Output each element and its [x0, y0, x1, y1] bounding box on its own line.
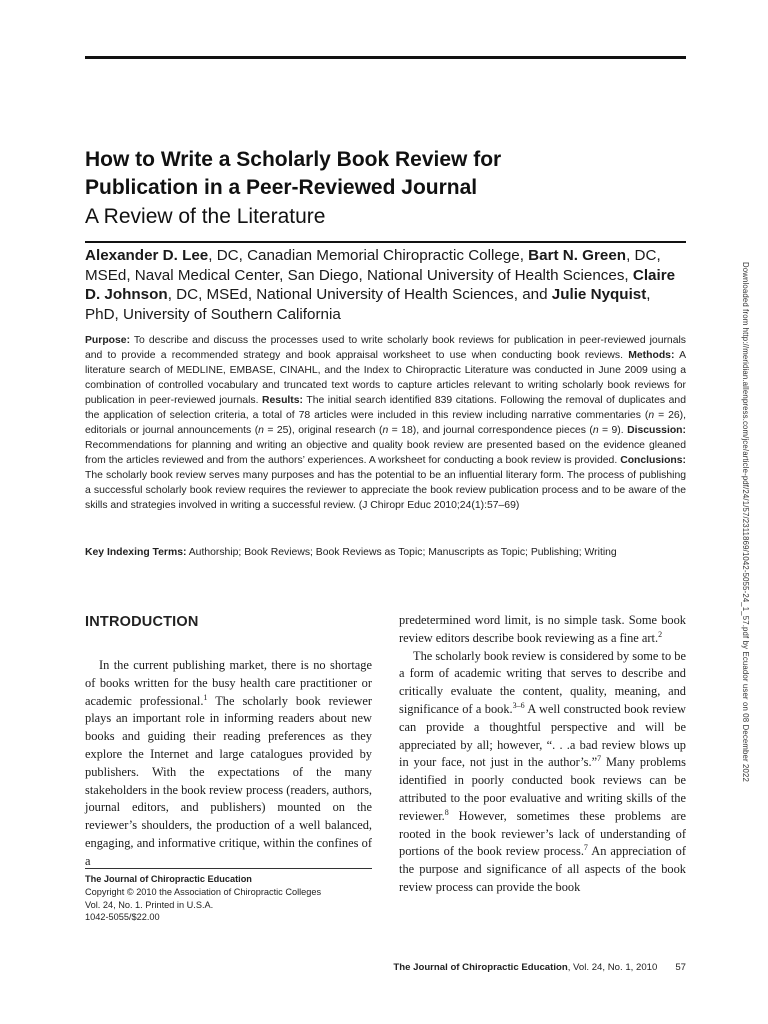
intro-paragraph-1-part-2 [399, 612, 686, 648]
results-text: = 26), editorials or journal announcements ( [85, 410, 686, 436]
author-affiliation: , DC, MSEd, National University of Health Sciences, and [167, 286, 552, 303]
introduction-heading: INTRODUCTION [85, 614, 199, 630]
intro-text: An appreciation of the purpose and significance of all aspects of the book review process can provide the book [399, 844, 686, 894]
results-text: The initial search identified 839 citations. Following the removal of duplicates and the application of selection criteria, a total of 78 articles were included in this review including narrative commentaries ( [85, 395, 686, 421]
n-symbol: n [592, 425, 599, 436]
citation: 3–6 [512, 700, 525, 710]
intro-text: A well constructed book review can provide a thoughtful perspective and will be appreciated by all; however, “. . .a bad review blows up in your face, not just in the author’s.” [399, 701, 686, 770]
issn-line: 1042-5055/$22.00 [85, 912, 160, 923]
article-title-block [85, 146, 686, 232]
page-footer [380, 961, 686, 975]
n-symbol: n [258, 425, 264, 436]
author-name: Claire D. Johnson [85, 266, 676, 303]
citation: 2 [658, 629, 663, 639]
n-symbol: n [382, 425, 389, 436]
author-list [85, 246, 686, 324]
methods-label: Methods: [628, 350, 675, 361]
results-text: = 9). [598, 425, 628, 436]
citation: 1 [203, 692, 208, 702]
copyright-line: Copyright © 2010 the Association of Chiropractic Colleges [85, 886, 322, 897]
intro-text: Many problems identified in poorly conducted book reviews can be attributed to the poor evaluative and writing skills of the reviewer. [399, 755, 686, 823]
top-rule [85, 56, 686, 59]
author-affiliation: , DC, MSEd, Naval Medical Center, San Diego, National University of Health Sciences, [85, 247, 661, 284]
author-affiliation: , PhD, University of Southern California [85, 286, 651, 323]
results-text: = 18), and journal correspondence pieces ( [388, 425, 593, 436]
intro-text: The scholarly book reviewer plays an important role in informing readers about new books and guiding their reading preferences as they explore the Internet and large catalogues provided by publishers. With the expectations of the many stakeholders in the book review process (readers, authors, journal editors, and publishers) mounted on the reviewer’s shoulders, the production of a well balanced, engaging, and informative critique, within the confines of a [85, 693, 373, 868]
author-name: Alexander D. Lee [85, 247, 209, 264]
intro-paragraph-2 [399, 648, 686, 897]
purpose-text: To describe and discuss the processes used to write scholarly book reviews for publication in peer-reviewed journals and to provide a recommended strategy and book appraisal worksheet to use when conducting book reviews. [85, 335, 686, 361]
footer-issue: , Vol. 24, No. 1, 2010 [567, 962, 658, 973]
author-name: Bart N. Green [528, 247, 627, 264]
keywords-text: Authorship; Book Reviews; Book Reviews as Topic; Manuscripts as Topic; Publishing; Writing [186, 547, 617, 558]
intro-text: However, sometimes these problems are rooted in the book reviewer’s lack of understanding of portions of the book review process. [399, 808, 686, 859]
n-symbol: n [648, 410, 655, 421]
article-title-line-2: Publication in a Peer-Reviewed Journal [85, 176, 478, 199]
volume-line: Vol. 24, No. 1. Printed in U.S.A. [85, 899, 214, 910]
page-number: 57 [675, 962, 686, 973]
journal-name: The Journal of Chiropractic Education [85, 874, 252, 884]
download-notice [736, 262, 756, 1002]
body-column-right [399, 612, 686, 897]
key-indexing-terms [85, 545, 686, 560]
conclusions-label: Conclusions: [620, 455, 686, 466]
conclusions-text: The scholarly book review serves many purposes and has the potential to be an influential literary form. The process of publishing a successful scholarly book review requires the reviewer to appreciate the book review publication process and to be aware of the skills and strategies involved in writing a successful review. (J Chiropr Educ 2010;24(1):57–69) [85, 470, 686, 511]
discussion-label: Discussion: [627, 425, 686, 436]
author-affiliation: , DC, Canadian Memorial Chiropractic College, [208, 247, 529, 264]
citation: 8 [444, 807, 449, 817]
citation: 7 [583, 843, 588, 853]
results-text: = 25), original research ( [263, 425, 383, 436]
intro-paragraph-1-part-1 [85, 657, 372, 871]
results-label: Results: [262, 395, 304, 406]
discussion-text: Recommendations for planning and writing an objective and quality book review are presented based on the evidence gleaned from the articles reviewed and from the authors’ experiences. A worksheet for conducting a book review is provided. [85, 440, 686, 466]
article-title-line-1: How to Write a Scholarly Book Review for [85, 148, 502, 171]
intro-text: The scholarly book review is considered by some to be a form of academic writing that serves to describe and critically evaluate the content, quality, meaning, and significance of a book. [399, 648, 686, 716]
abstract [85, 333, 686, 513]
title-rule [85, 241, 686, 243]
citation: 7 [597, 754, 602, 764]
methods-text: A literature search of MEDLINE, EMBASE, CINAHL, and the Index to Chiropractic Literature was conducted in June 2009 using a combination of controlled vocabulary and truncated text words to capture articles relevant to writing scholarly book reviews for publication in peer-reviewed journals. [85, 350, 686, 406]
body-column-left [85, 612, 372, 871]
journal-info-box [85, 868, 372, 924]
article-subtitle: A Review of the Literature [85, 205, 326, 228]
author-name: Julie Nyquist [551, 286, 647, 303]
footer-journal: The Journal of Chiropractic Education [393, 962, 568, 973]
intro-text: In the current publishing market, there is no shortage of books written for the busy health care practitioner or academic professional. [85, 658, 372, 708]
intro-text: predetermined word limit, is no simple task. Some book review editors describe book reviewing as a fine art. [399, 613, 686, 645]
keywords-label: Key Indexing Terms: [85, 547, 187, 558]
purpose-label: Purpose: [85, 335, 131, 346]
download-notice-text: Downloaded from http://meridian.allenpress.com/jce/article-pdf/24/1/57/2311869/1042-5055-24_1_57.pdf by Ecuador user on 08 December 2022 [741, 262, 750, 783]
